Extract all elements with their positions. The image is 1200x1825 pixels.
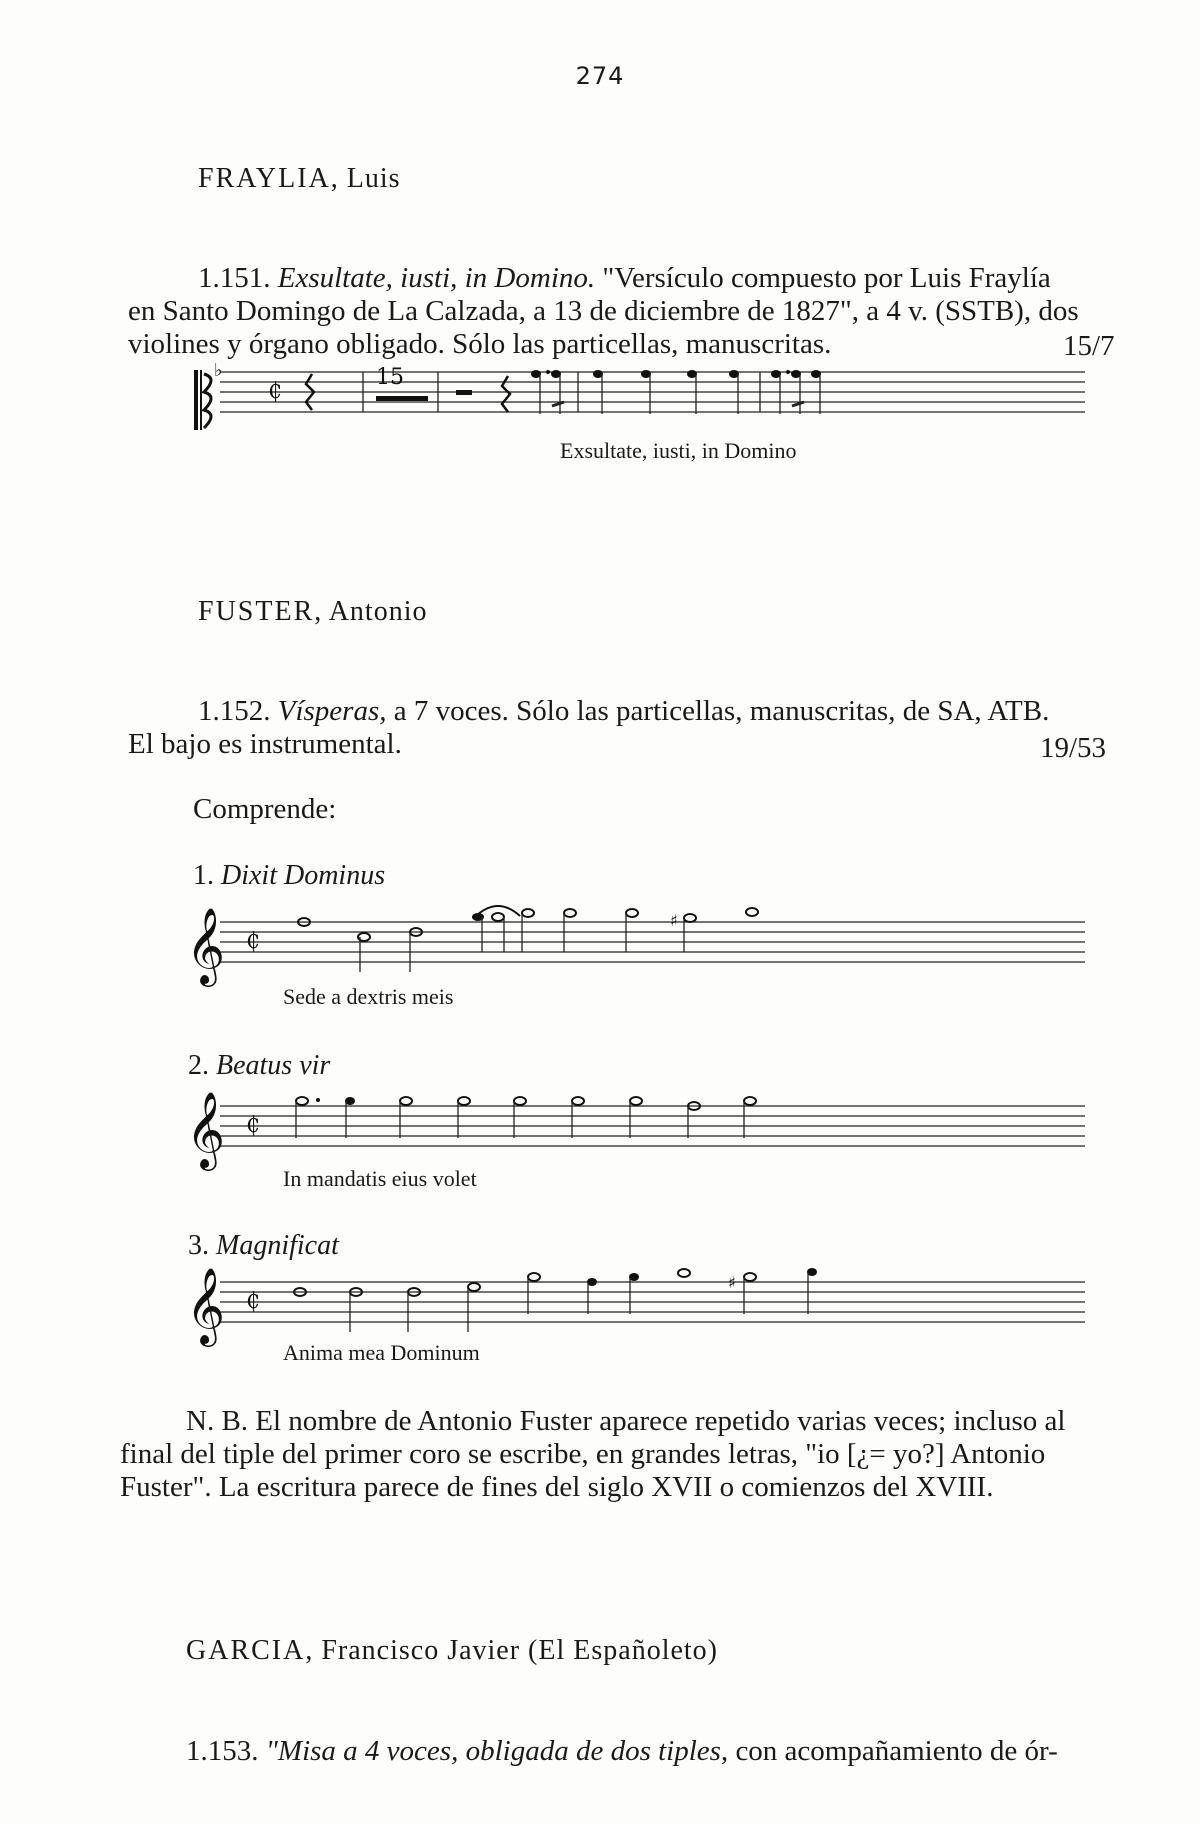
music-incipit-exsultate — [180, 362, 1100, 432]
treble-clef-icon: 𝄞 — [186, 1091, 226, 1168]
heading-surname: FRAYLIA — [198, 163, 331, 194]
comprende-label: Comprende: — [193, 793, 337, 825]
sharp-icon: ♯ — [728, 1273, 736, 1292]
treble-clef-icon: 𝄞 — [186, 1267, 226, 1344]
entry-1151-line1 — [198, 262, 1158, 295]
entry-1152-line1 — [198, 695, 1158, 728]
page-number: 274 — [575, 62, 625, 90]
common-time-icon: ₵ — [246, 929, 260, 954]
entry-number: 1.153. — [186, 1735, 259, 1767]
entry-number: 1.152. — [198, 695, 271, 727]
entry-1151-line2: en Santo Domingo de La Calzada, a 13 de diciembre de 1827", a 4 v. (SSTB), dos — [128, 295, 1079, 327]
music-incipit-beatus — [180, 1076, 1100, 1168]
item-title-dixit: 1. Dixit Dominus — [193, 860, 386, 891]
note-line3: Fuster". La escritura parece de fines del siglo XVII o comienzos del XVIII. — [120, 1471, 994, 1503]
heading-surname: GARCIA — [186, 1635, 306, 1666]
music-incipit-dixit — [180, 892, 1100, 984]
note-line1: N. B. El nombre de Antonio Fuster aparece repetido varias veces; incluso al — [186, 1405, 1066, 1437]
entry-title: "Misa a 4 voces, obligada de dos tiples, — [265, 1735, 729, 1767]
heading-given: , Francisco Javier (El Españoleto) — [305, 1635, 718, 1666]
common-time-icon: ₵ — [246, 1113, 260, 1138]
sharp-icon: ♯ — [670, 911, 678, 930]
incipit-text-beatus: In mandatis eius volet — [283, 1166, 477, 1191]
section-heading-fuster — [198, 596, 427, 628]
entry-1151-ref: 15/7 — [1063, 330, 1115, 362]
entry-line1-rest: "Versículo compuesto por Luis Fraylía — [595, 262, 1051, 294]
entry-title: Vísperas, — [277, 695, 387, 727]
treble-clef-icon: 𝄞 — [186, 907, 226, 984]
common-time-icon: ₵ — [246, 1289, 260, 1314]
entry-1151-line3: violines y órgano obligado. Sólo las particellas, manuscritas. — [128, 328, 832, 360]
music-incipit-magnificat — [180, 1252, 1100, 1344]
incipit-text-dixit: Sede a dextris meis — [283, 984, 454, 1009]
section-heading-fraylia — [198, 163, 401, 195]
item-title-magnificat: 3. Magnificat — [188, 1230, 339, 1261]
incipit-text-exsultate: Exsultate, iusti, in Domino — [560, 438, 797, 463]
flat-icon: ♭ — [214, 360, 223, 381]
notes — [296, 1097, 756, 1138]
staff-lines — [220, 372, 1085, 412]
half-rest-icon — [456, 390, 472, 395]
note-line2: final del tiple del primer coro se escribe, en grandes letras, "io [¿= yo?] Antonio — [120, 1438, 1046, 1470]
cut-time-icon: ₵ — [268, 379, 282, 404]
heading-surname: FUSTER — [198, 596, 315, 627]
section-heading-garcia — [186, 1635, 718, 1667]
entry-number: 1.151. — [198, 262, 271, 294]
entry-1152-line2: El bajo es instrumental. — [128, 728, 402, 760]
staff-lines — [220, 1106, 1085, 1146]
item-title-beatus: 2. Beatus vir — [188, 1050, 331, 1081]
heading-given: , Luis — [330, 163, 401, 194]
rest-count: 15 — [376, 365, 404, 390]
c-clef-icon — [194, 370, 211, 430]
dot-icon — [316, 1098, 320, 1102]
incipit-text-magnificat: Anima mea Dominum — [283, 1340, 480, 1365]
entry-1153-line1 — [186, 1735, 1176, 1768]
entry-line1-rest: con acompañamiento de ór- — [728, 1735, 1058, 1767]
entry-title: Exsultate, iusti, in Domino. — [277, 262, 596, 294]
staff-lines — [220, 922, 1085, 962]
entry-1152-ref: 19/53 — [1040, 732, 1107, 764]
entry-line1-rest: a 7 voces. Sólo las particellas, manuscritas, de SA, ATB. — [386, 695, 1050, 727]
multirest-bar-icon — [376, 396, 428, 401]
heading-given: , Antonio — [314, 596, 428, 627]
